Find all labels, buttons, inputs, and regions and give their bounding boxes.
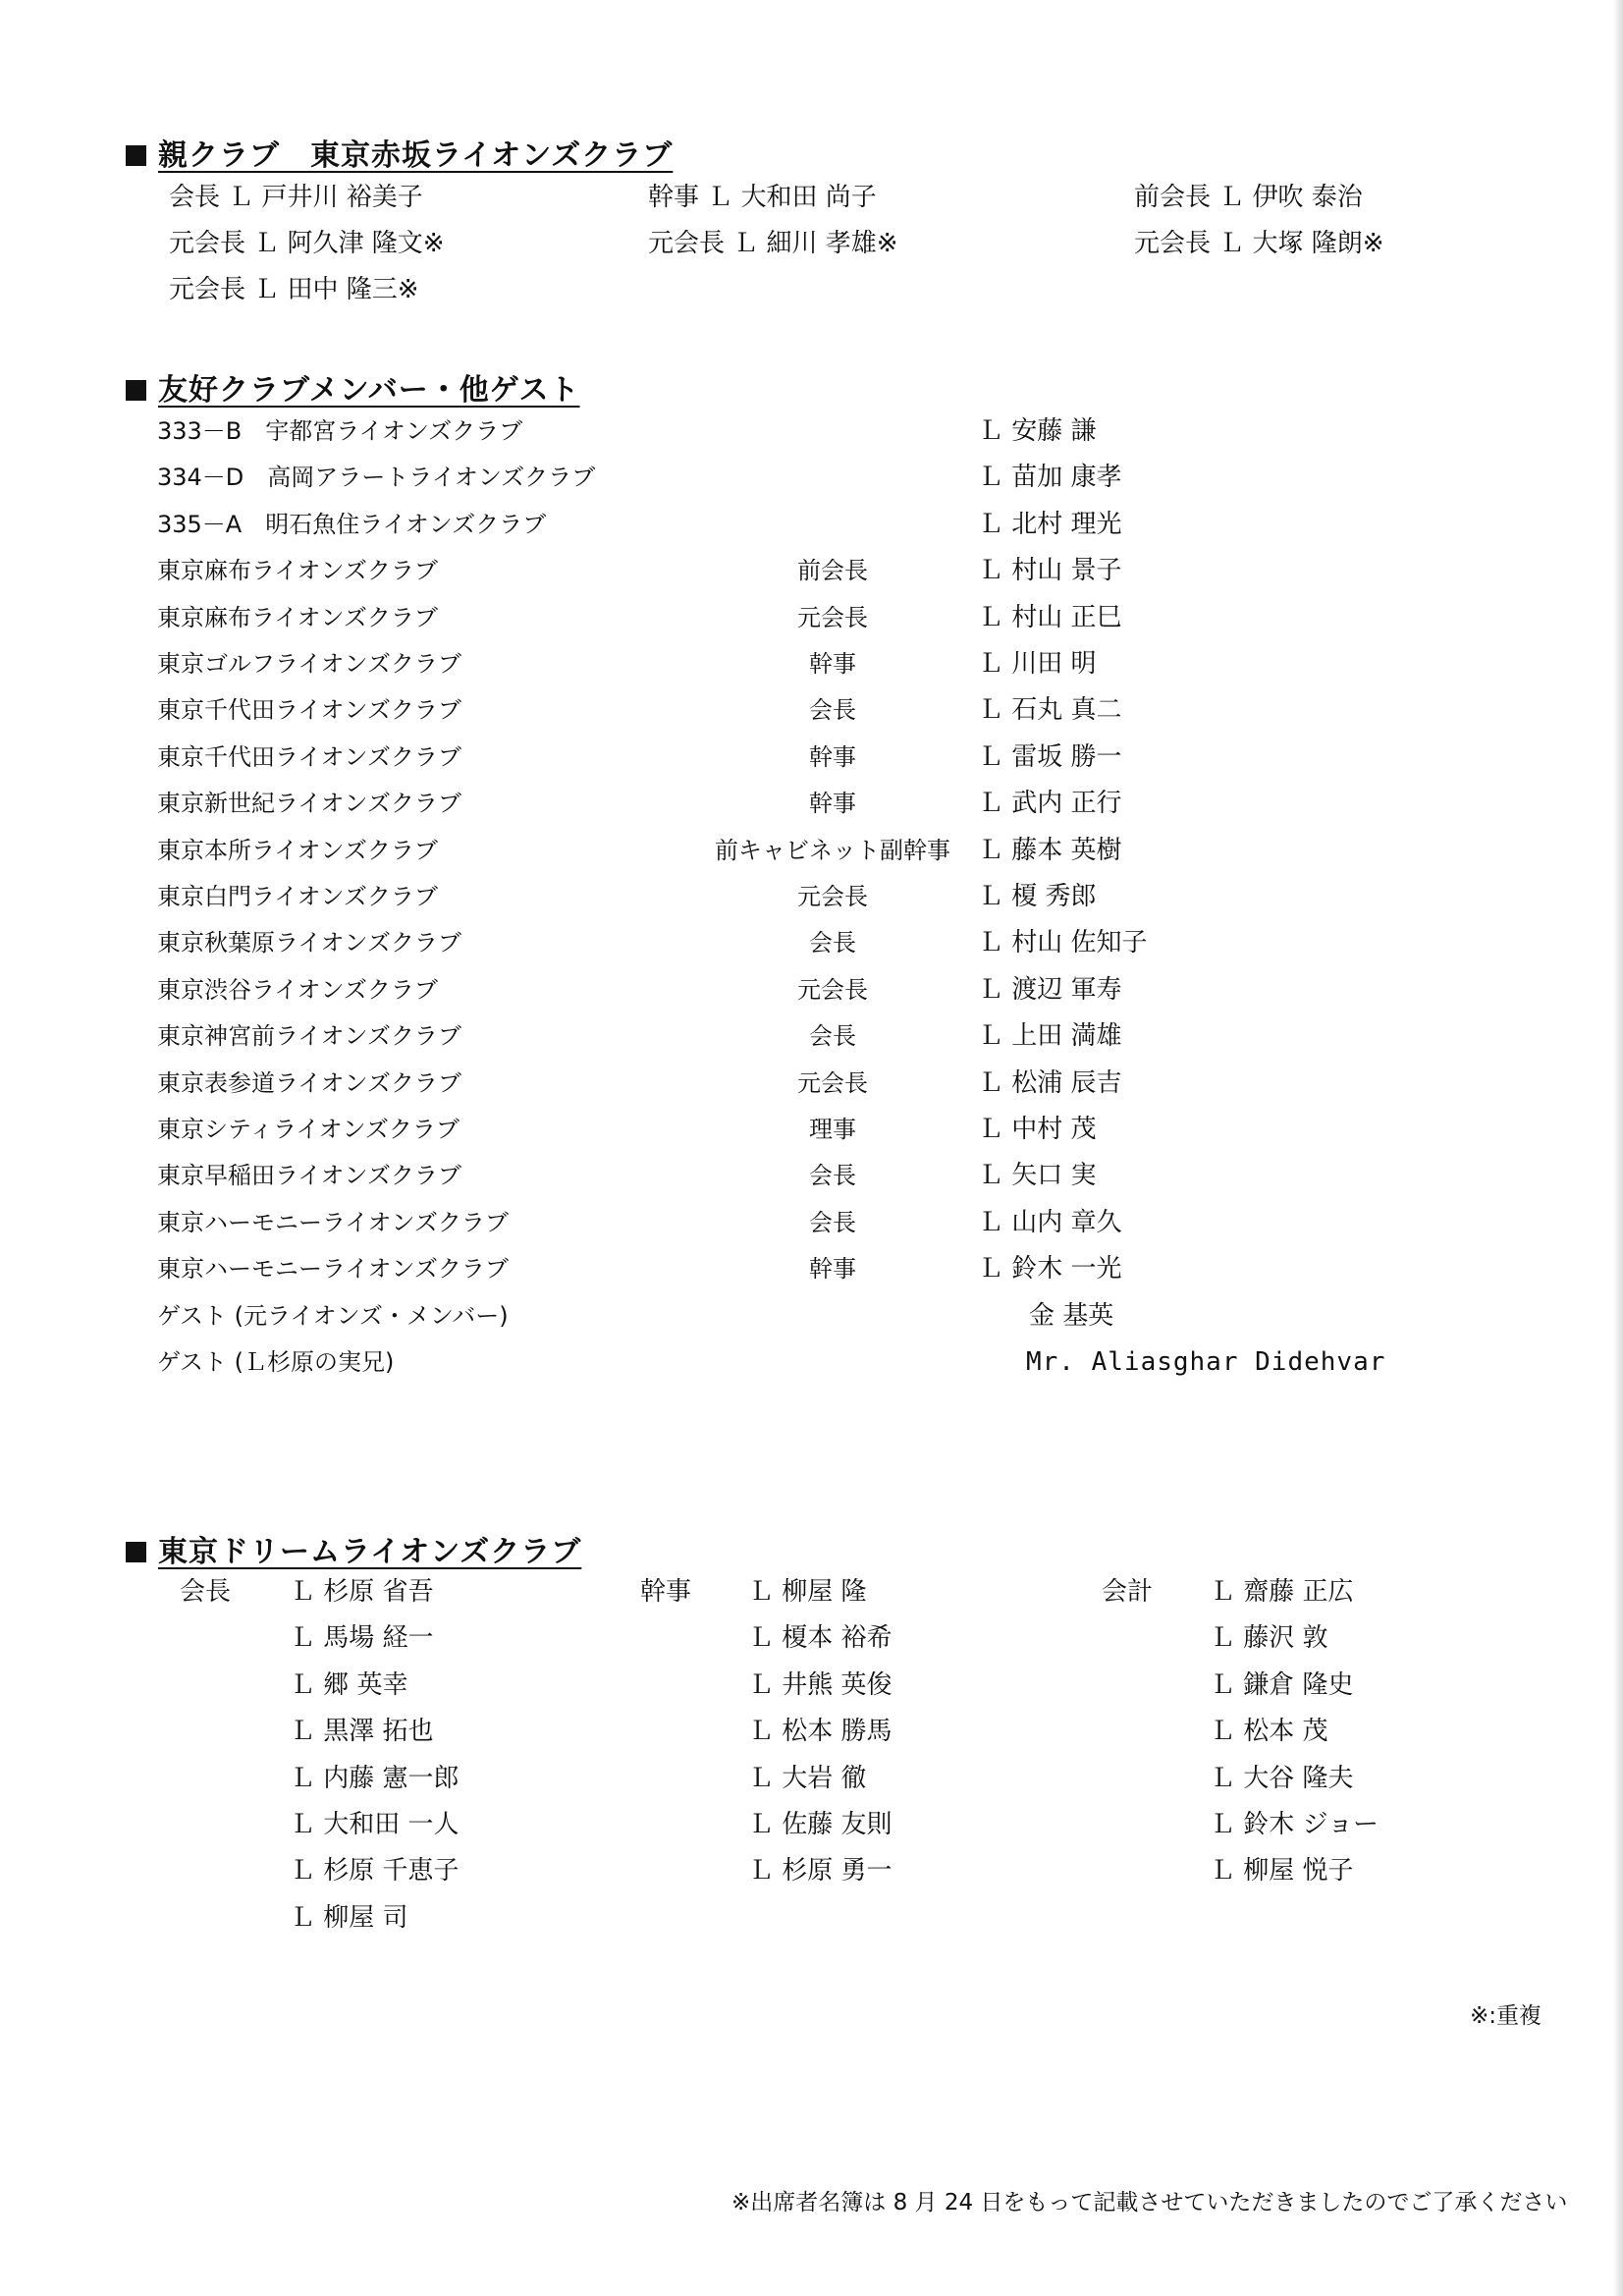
friend-member-name: Ｌ 村山 景子 xyxy=(978,556,1122,586)
square-bullet-icon xyxy=(126,145,146,166)
friend-club-name: 東京ハーモニーライオンズクラブ xyxy=(157,1255,509,1284)
dream-member-name: Ｌ 鈴木 ジョー xyxy=(1210,1810,1380,1839)
parent-member-entry: 幹事 Ｌ 大和田 尚子 xyxy=(648,183,877,212)
friend-member-role: 前キャビネット副幹事 xyxy=(715,836,950,864)
page-edge-shadow xyxy=(1613,0,1623,2296)
dream-member-name: Ｌ 松本 勝馬 xyxy=(748,1717,893,1747)
dream-role-label: 会計 xyxy=(1102,1577,1154,1607)
friend-member-name: Ｌ 川田 明 xyxy=(978,649,1097,679)
friend-member-name: Ｌ 村山 正巳 xyxy=(978,602,1122,632)
friend-member-name: Ｌ 上田 満雄 xyxy=(978,1021,1122,1052)
friend-member-role: 元会長 xyxy=(797,975,868,1004)
friend-member-role: 会長 xyxy=(809,1208,856,1236)
friend-club-name: 335－A 明石魚住ライオンズクラブ xyxy=(157,510,547,538)
parent-member-entry: 会長 Ｌ 戸井川 裕美子 xyxy=(169,183,423,212)
friend-member-name: 金 基英 xyxy=(1029,1300,1114,1331)
friend-clubs-heading: 友好クラブメンバー・他ゲスト xyxy=(126,365,580,409)
friend-club-name: 東京神宮前ライオンズクラブ xyxy=(157,1022,461,1051)
dream-member-name: Ｌ 柳屋 悦子 xyxy=(1210,1856,1354,1886)
registry-note: ※出席者名簿は 8 月 24 日をもって記載させていただきましたのでご了承ください xyxy=(731,2190,1568,2215)
friend-club-name: 東京ハーモニーライオンズクラブ xyxy=(157,1208,509,1236)
friend-club-name: 東京表参道ライオンズクラブ xyxy=(157,1068,461,1097)
friend-member-name: Mr. Aliasghar Didehvar xyxy=(1026,1347,1386,1377)
square-bullet-icon xyxy=(126,1542,146,1562)
friend-club-name: 東京麻布ライオンズクラブ xyxy=(157,557,438,585)
friend-club-name: 東京本所ライオンズクラブ xyxy=(157,836,438,864)
friend-member-role: 元会長 xyxy=(797,603,868,631)
friend-club-name: 東京新世紀ライオンズクラブ xyxy=(157,790,461,818)
friend-member-role: 元会長 xyxy=(797,883,868,910)
friend-member-role: 会長 xyxy=(809,1162,856,1190)
friend-club-name: 東京白門ライオンズクラブ xyxy=(157,883,438,910)
dream-member-name: Ｌ 松本 茂 xyxy=(1210,1717,1328,1747)
dream-role-label: 幹事 xyxy=(640,1577,692,1607)
friend-club-name: 東京千代田ライオンズクラブ xyxy=(157,696,461,725)
friend-club-name: 東京早稲田ライオンズクラブ xyxy=(157,1162,461,1190)
dream-club-heading: 東京ドリームライオンズクラブ xyxy=(126,1527,581,1570)
dream-member-name: Ｌ 馬場 経一 xyxy=(290,1623,434,1654)
friend-member-name: Ｌ 榎 秀郎 xyxy=(978,882,1097,911)
friend-member-role: 幹事 xyxy=(809,742,856,771)
friend-club-name: 東京秋葉原ライオンズクラブ xyxy=(157,929,461,957)
friend-member-name: Ｌ 松浦 辰吉 xyxy=(978,1067,1122,1098)
dream-member-name: Ｌ 杉原 勇一 xyxy=(748,1856,893,1886)
friend-member-role: 元会長 xyxy=(797,1068,868,1097)
dream-member-name: Ｌ 大岩 徹 xyxy=(748,1763,867,1793)
parent-member-entry: 前会長 Ｌ 伊吹 泰治 xyxy=(1134,183,1363,212)
friend-member-role: 前会長 xyxy=(797,557,868,585)
dream-member-name: Ｌ 柳屋 司 xyxy=(290,1902,408,1933)
friend-member-name: Ｌ 雷坂 勝一 xyxy=(978,741,1122,772)
dream-member-name: Ｌ 柳屋 隆 xyxy=(748,1577,867,1607)
dream-member-name: Ｌ 鎌倉 隆史 xyxy=(1210,1669,1354,1700)
friend-club-name: 東京渋谷ライオンズクラブ xyxy=(157,975,438,1004)
friend-member-name: Ｌ 武内 正行 xyxy=(978,789,1122,819)
square-bullet-icon xyxy=(126,380,146,401)
friend-member-name: Ｌ 石丸 真二 xyxy=(978,695,1122,726)
dream-member-name: Ｌ 井熊 英俊 xyxy=(748,1669,893,1700)
friend-club-name: ゲスト (元ライオンズ・メンバー) xyxy=(157,1301,509,1330)
friend-member-name: Ｌ 北村 理光 xyxy=(978,509,1122,539)
parent-member-entry: 元会長 Ｌ 大塚 隆朗※ xyxy=(1134,229,1384,258)
friend-member-name: Ｌ 中村 茂 xyxy=(978,1115,1097,1144)
parent-member-entry: 元会長 Ｌ 阿久津 隆文※ xyxy=(169,229,445,258)
friend-member-name: Ｌ 渡辺 軍寿 xyxy=(978,974,1122,1005)
friend-club-name: 334－D 高岡アラートライオンズクラブ xyxy=(157,464,596,492)
dream-member-name: Ｌ 内藤 憲一郎 xyxy=(290,1763,460,1793)
friend-member-name: Ｌ 苗加 康孝 xyxy=(978,463,1122,493)
dream-member-name: Ｌ 杉原 省吾 xyxy=(290,1577,434,1607)
friend-member-name: Ｌ 矢口 実 xyxy=(978,1161,1097,1191)
friend-member-name: Ｌ 村山 佐知子 xyxy=(978,928,1148,958)
dream-member-name: Ｌ 杉原 千恵子 xyxy=(290,1856,460,1886)
duplicate-note: ※:重複 xyxy=(1470,2003,1542,2029)
friend-club-name: 東京ゴルフライオンズクラブ xyxy=(157,650,461,678)
dream-member-name: Ｌ 佐藤 友則 xyxy=(748,1810,893,1839)
friend-club-name: 東京シティライオンズクラブ xyxy=(157,1116,460,1143)
friend-member-role: 幹事 xyxy=(809,790,856,818)
friend-member-name: Ｌ 山内 章久 xyxy=(978,1207,1122,1237)
friend-member-name: Ｌ 鈴木 一光 xyxy=(978,1254,1122,1285)
dream-member-name: Ｌ 郷 英幸 xyxy=(290,1669,408,1700)
parent-club-heading: 親クラブ 東京赤坂ライオンズクラブ xyxy=(126,131,673,174)
parent-member-entry: 元会長 Ｌ 田中 隆三※ xyxy=(169,275,419,304)
parent-member-entry: 元会長 Ｌ 細川 孝雄※ xyxy=(648,229,898,258)
friend-member-role: 会長 xyxy=(809,1022,856,1051)
dream-member-name: Ｌ 榎本 裕希 xyxy=(748,1623,893,1654)
friend-member-name: Ｌ 藤本 英樹 xyxy=(978,835,1122,865)
dream-member-name: Ｌ 大谷 隆夫 xyxy=(1210,1763,1354,1793)
dream-member-name: Ｌ 黒澤 拓也 xyxy=(290,1717,434,1747)
dream-member-name: Ｌ 大和田 一人 xyxy=(290,1810,460,1839)
dream-member-name: Ｌ 齋藤 正広 xyxy=(1210,1577,1354,1607)
friend-club-name: 333－B 宇都宮ライオンズクラブ xyxy=(157,417,523,445)
friend-club-name: ゲスト (Ｌ杉原の実兄) xyxy=(157,1348,395,1376)
friend-member-role: 会長 xyxy=(809,696,856,725)
friend-club-name: 東京千代田ライオンズクラブ xyxy=(157,742,461,771)
friend-member-name: Ｌ 安藤 謙 xyxy=(978,416,1097,446)
friend-member-role: 幹事 xyxy=(809,1255,856,1284)
friend-club-name: 東京麻布ライオンズクラブ xyxy=(157,603,438,631)
dream-member-name: Ｌ 藤沢 敦 xyxy=(1210,1623,1328,1654)
friend-member-role: 理事 xyxy=(809,1116,856,1143)
dream-role-label: 会長 xyxy=(180,1577,232,1607)
friend-member-role: 幹事 xyxy=(809,650,856,678)
friend-member-role: 会長 xyxy=(809,929,856,957)
